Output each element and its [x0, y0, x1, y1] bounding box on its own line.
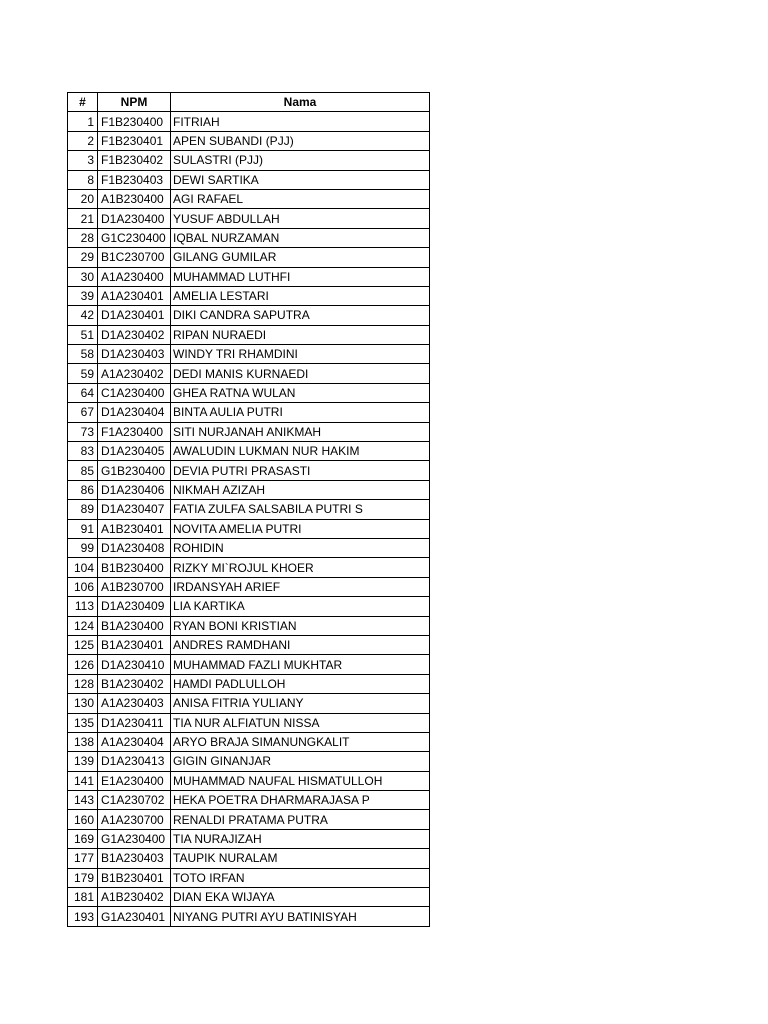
nama-cell: BINTA AULIA PUTRI [171, 403, 430, 422]
row-number-cell: 1 [68, 112, 98, 131]
table-row [68, 228, 430, 247]
npm-cell: E1A230400 [98, 771, 171, 790]
row-number-cell: 179 [68, 868, 98, 887]
row-number-cell: 64 [68, 383, 98, 402]
nama-cell: IRDANSYAH ARIEF [171, 577, 430, 596]
nama-cell: HAMDI PADLULLOH [171, 674, 430, 693]
row-number-cell: 193 [68, 907, 98, 926]
npm-cell: F1B230402 [98, 151, 171, 170]
table-row [68, 616, 430, 635]
student-table [67, 92, 430, 927]
table-row [68, 694, 430, 713]
table-row [68, 403, 430, 422]
table-row [68, 538, 430, 557]
table-row [68, 655, 430, 674]
nama-cell: APEN SUBANDI (PJJ) [171, 131, 430, 150]
table-row [68, 791, 430, 810]
nama-cell: FATIA ZULFA SALSABILA PUTRI S [171, 500, 430, 519]
row-number-cell: 138 [68, 732, 98, 751]
header-number: # [68, 93, 98, 112]
nama-cell: TIA NUR ALFIATUN NISSA [171, 713, 430, 732]
nama-cell: LIA KARTIKA [171, 597, 430, 616]
npm-cell: B1A230402 [98, 674, 171, 693]
row-number-cell: 135 [68, 713, 98, 732]
nama-cell: ARYO BRAJA SIMANUNGKALIT [171, 732, 430, 751]
table-row [68, 577, 430, 596]
nama-cell: DEWI SARTIKA [171, 170, 430, 189]
table-row [68, 500, 430, 519]
nama-cell: DEDI MANIS KURNAEDI [171, 364, 430, 383]
npm-cell: A1A230403 [98, 694, 171, 713]
npm-cell: D1A230410 [98, 655, 171, 674]
table-header-row [68, 93, 430, 112]
nama-cell: YUSUF ABDULLAH [171, 209, 430, 228]
npm-cell: G1A230400 [98, 829, 171, 848]
npm-cell: B1A230403 [98, 849, 171, 868]
nama-cell: SITI NURJANAH ANIKMAH [171, 422, 430, 441]
row-number-cell: 89 [68, 500, 98, 519]
table-row [68, 674, 430, 693]
student-table-container [67, 92, 430, 927]
table-row [68, 888, 430, 907]
table-row [68, 112, 430, 131]
nama-cell: HEKA POETRA DHARMARAJASA P [171, 791, 430, 810]
npm-cell: C1A230702 [98, 791, 171, 810]
row-number-cell: 124 [68, 616, 98, 635]
row-number-cell: 86 [68, 480, 98, 499]
nama-cell: TIA NURAJIZAH [171, 829, 430, 848]
row-number-cell: 141 [68, 771, 98, 790]
nama-cell: NIYANG PUTRI AYU BATINISYAH [171, 907, 430, 926]
table-row [68, 209, 430, 228]
npm-cell: D1A230411 [98, 713, 171, 732]
table-row [68, 306, 430, 325]
table-row [68, 752, 430, 771]
row-number-cell: 73 [68, 422, 98, 441]
table-row [68, 635, 430, 654]
table-body [68, 112, 430, 926]
nama-cell: RIZKY MI`ROJUL KHOER [171, 558, 430, 577]
table-row [68, 907, 430, 926]
npm-cell: D1A230408 [98, 538, 171, 557]
npm-cell: D1A230401 [98, 306, 171, 325]
row-number-cell: 39 [68, 286, 98, 305]
table-row [68, 558, 430, 577]
npm-cell: D1A230403 [98, 345, 171, 364]
row-number-cell: 106 [68, 577, 98, 596]
npm-cell: A1B230401 [98, 519, 171, 538]
row-number-cell: 91 [68, 519, 98, 538]
npm-cell: F1B230401 [98, 131, 171, 150]
npm-cell: C1A230400 [98, 383, 171, 402]
npm-cell: D1A230406 [98, 480, 171, 499]
nama-cell: ANISA FITRIA YULIANY [171, 694, 430, 713]
row-number-cell: 169 [68, 829, 98, 848]
row-number-cell: 58 [68, 345, 98, 364]
row-number-cell: 125 [68, 635, 98, 654]
nama-cell: AGI RAFAEL [171, 189, 430, 208]
table-row [68, 810, 430, 829]
npm-cell: D1A230409 [98, 597, 171, 616]
table-row [68, 345, 430, 364]
npm-cell: B1B230400 [98, 558, 171, 577]
header-nama: Nama [171, 93, 430, 112]
row-number-cell: 21 [68, 209, 98, 228]
table-row [68, 519, 430, 538]
row-number-cell: 139 [68, 752, 98, 771]
table-row [68, 868, 430, 887]
table-row [68, 771, 430, 790]
nama-cell: FITRIAH [171, 112, 430, 131]
nama-cell: ROHIDIN [171, 538, 430, 557]
nama-cell: MUHAMMAD NAUFAL HISMATULLOH [171, 771, 430, 790]
npm-cell: A1B230402 [98, 888, 171, 907]
npm-cell: A1A230402 [98, 364, 171, 383]
npm-cell: A1B230700 [98, 577, 171, 596]
table-row [68, 170, 430, 189]
npm-cell: D1A230407 [98, 500, 171, 519]
row-number-cell: 59 [68, 364, 98, 383]
nama-cell: TAUPIK NURALAM [171, 849, 430, 868]
row-number-cell: 8 [68, 170, 98, 189]
row-number-cell: 3 [68, 151, 98, 170]
npm-cell: A1A230404 [98, 732, 171, 751]
npm-cell: F1A230400 [98, 422, 171, 441]
row-number-cell: 2 [68, 131, 98, 150]
nama-cell: DIKI CANDRA SAPUTRA [171, 306, 430, 325]
table-row [68, 364, 430, 383]
npm-cell: G1B230400 [98, 461, 171, 480]
row-number-cell: 99 [68, 538, 98, 557]
npm-cell: G1A230401 [98, 907, 171, 926]
header-npm: NPM [98, 93, 171, 112]
row-number-cell: 104 [68, 558, 98, 577]
npm-cell: B1A230400 [98, 616, 171, 635]
nama-cell: ANDRES RAMDHANI [171, 635, 430, 654]
table-row [68, 829, 430, 848]
row-number-cell: 181 [68, 888, 98, 907]
nama-cell: RIPAN NURAEDI [171, 325, 430, 344]
npm-cell: B1B230401 [98, 868, 171, 887]
table-row [68, 286, 430, 305]
npm-cell: F1B230403 [98, 170, 171, 189]
nama-cell: MUHAMMAD LUTHFI [171, 267, 430, 286]
nama-cell: NOVITA AMELIA PUTRI [171, 519, 430, 538]
nama-cell: IQBAL NURZAMAN [171, 228, 430, 247]
table-row [68, 267, 430, 286]
table-row [68, 422, 430, 441]
table-row [68, 480, 430, 499]
nama-cell: TOTO IRFAN [171, 868, 430, 887]
table-row [68, 849, 430, 868]
nama-cell: GIGIN GINANJAR [171, 752, 430, 771]
nama-cell: SULASTRI (PJJ) [171, 151, 430, 170]
npm-cell: A1A230700 [98, 810, 171, 829]
nama-cell: DIAN EKA WIJAYA [171, 888, 430, 907]
table-row [68, 461, 430, 480]
nama-cell: NIKMAH AZIZAH [171, 480, 430, 499]
npm-cell: F1B230400 [98, 112, 171, 131]
nama-cell: GILANG GUMILAR [171, 248, 430, 267]
npm-cell: A1A230401 [98, 286, 171, 305]
row-number-cell: 42 [68, 306, 98, 325]
nama-cell: RENALDI PRATAMA PUTRA [171, 810, 430, 829]
table-row [68, 597, 430, 616]
row-number-cell: 128 [68, 674, 98, 693]
npm-cell: G1C230400 [98, 228, 171, 247]
nama-cell: RYAN BONI KRISTIAN [171, 616, 430, 635]
table-row [68, 383, 430, 402]
nama-cell: MUHAMMAD FAZLI MUKHTAR [171, 655, 430, 674]
npm-cell: D1A230404 [98, 403, 171, 422]
row-number-cell: 20 [68, 189, 98, 208]
row-number-cell: 30 [68, 267, 98, 286]
npm-cell: D1A230405 [98, 442, 171, 461]
row-number-cell: 67 [68, 403, 98, 422]
table-row [68, 442, 430, 461]
table-row [68, 732, 430, 751]
npm-cell: B1C230700 [98, 248, 171, 267]
npm-cell: D1A230400 [98, 209, 171, 228]
table-row [68, 713, 430, 732]
row-number-cell: 83 [68, 442, 98, 461]
row-number-cell: 51 [68, 325, 98, 344]
row-number-cell: 130 [68, 694, 98, 713]
row-number-cell: 113 [68, 597, 98, 616]
nama-cell: AWALUDIN LUKMAN NUR HAKIM [171, 442, 430, 461]
row-number-cell: 143 [68, 791, 98, 810]
row-number-cell: 177 [68, 849, 98, 868]
npm-cell: A1A230400 [98, 267, 171, 286]
nama-cell: AMELIA LESTARI [171, 286, 430, 305]
npm-cell: D1A230413 [98, 752, 171, 771]
row-number-cell: 85 [68, 461, 98, 480]
row-number-cell: 29 [68, 248, 98, 267]
table-row [68, 151, 430, 170]
npm-cell: B1A230401 [98, 635, 171, 654]
row-number-cell: 28 [68, 228, 98, 247]
nama-cell: DEVIA PUTRI PRASASTI [171, 461, 430, 480]
npm-cell: A1B230400 [98, 189, 171, 208]
row-number-cell: 160 [68, 810, 98, 829]
table-row [68, 131, 430, 150]
table-row [68, 325, 430, 344]
table-row [68, 189, 430, 208]
nama-cell: WINDY TRI RHAMDINI [171, 345, 430, 364]
npm-cell: D1A230402 [98, 325, 171, 344]
row-number-cell: 126 [68, 655, 98, 674]
table-row [68, 248, 430, 267]
nama-cell: GHEA RATNA WULAN [171, 383, 430, 402]
